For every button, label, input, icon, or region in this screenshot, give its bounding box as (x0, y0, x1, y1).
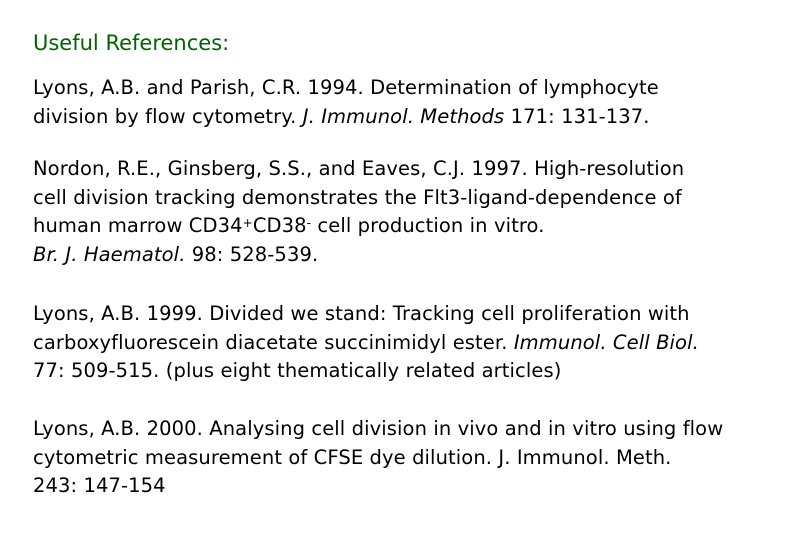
reference-text: Nordon, R.E., Ginsberg, S.S., and Eaves, C.J. 1997. High-resolution (33, 157, 685, 180)
reference-line (33, 155, 684, 184)
reference-line (33, 415, 723, 444)
reference-line (33, 103, 659, 132)
reference-line (33, 74, 659, 103)
reference-line (33, 472, 723, 501)
reference-text: Lyons, A.B. 1999. Divided we stand: Tracking cell proliferation with (33, 302, 690, 325)
reference-line (33, 241, 684, 270)
reference-lyons-1999 (33, 300, 699, 386)
reference-text: human marrow CD34 (33, 214, 243, 237)
reference-citation: 243: 147-154 (33, 474, 166, 497)
reference-line (33, 329, 699, 358)
reference-lyons-parish-1994 (33, 74, 659, 131)
reference-text: carboxyfluorescein diacetate succinimidyl ester. (33, 330, 514, 354)
reference-lyons-2000 (33, 415, 723, 501)
reference-text: Lyons, A.B. and Parish, C.R. 1994. Determination of lymphocyte (33, 76, 659, 99)
reference-text: CD38 (252, 214, 307, 237)
reference-nordon-1997 (33, 155, 684, 269)
reference-citation: 77: 509-515. (plus eight thematically related articles) (33, 359, 562, 382)
superscript-plus: + (242, 216, 253, 230)
journal-name: Immunol. Cell Biol. (513, 330, 699, 354)
reference-citation: 171: 131-137. (504, 104, 650, 128)
journal-name: J. Immunol. Methods (302, 104, 505, 128)
reference-line (33, 357, 699, 386)
page-title: Useful References: (33, 31, 230, 55)
reference-line (33, 444, 723, 473)
reference-text: cell division tracking demonstrates the Flt3-ligand-dependence of (33, 185, 682, 209)
reference-text: cytometric measurement of CFSE dye dilution. J. Immunol. Meth. (33, 445, 672, 469)
reference-text: division by flow cytometry. (33, 104, 303, 128)
reference-text: Lyons, A.B. 2000. Analysing cell division in vivo and in vitro using flow (33, 417, 724, 440)
superscript-minus: - (306, 216, 312, 230)
reference-citation: 98: 528-539. (185, 242, 319, 266)
reference-text: cell production in vitro. (311, 214, 545, 237)
journal-name: Br. J. Haematol. (33, 242, 186, 266)
reference-line (33, 212, 684, 241)
reference-line (33, 300, 699, 329)
reference-line (33, 184, 684, 213)
